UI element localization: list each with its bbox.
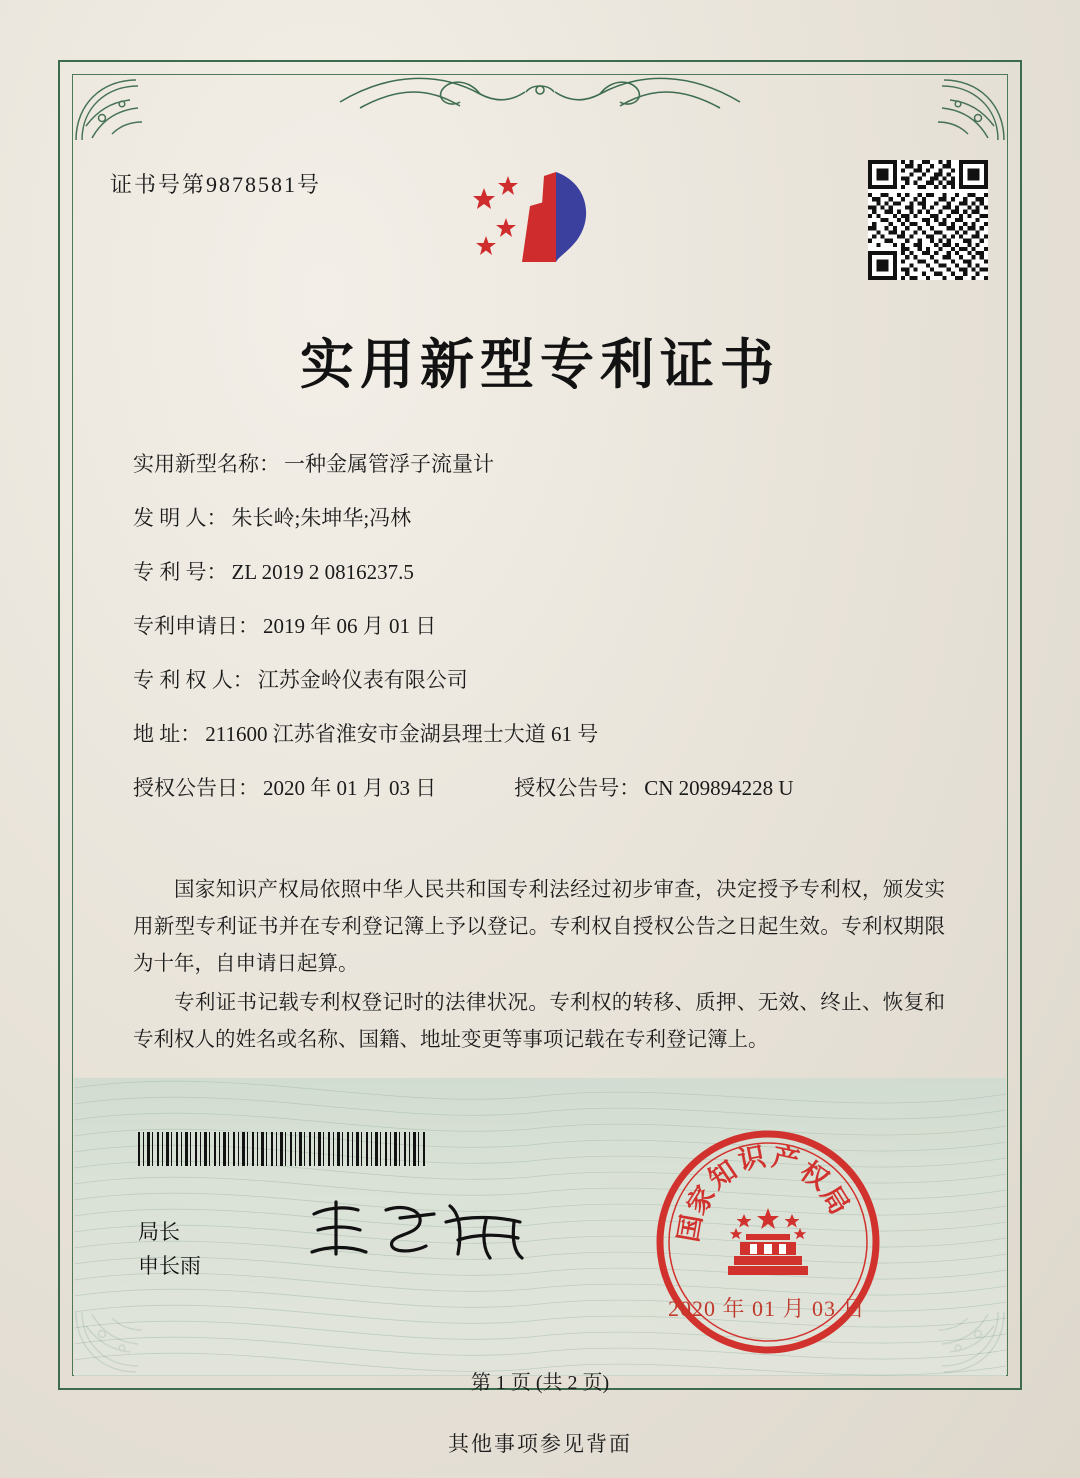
paragraph-2: 专利证书记载专利权登记时的法律状况。专利权的转移、质押、无效、终止、恢复和专利权人的姓名或名称、国籍、地址变更等事项记载在专利登记簿上。	[133, 992, 945, 1051]
svg-text:知: 知	[703, 1154, 743, 1196]
signature-block	[138, 1215, 201, 1283]
svg-text:权: 权	[794, 1155, 835, 1197]
field-label: 实用新型名称：	[133, 452, 280, 476]
field-label: 地 址：	[133, 722, 202, 746]
page-number: 第 1 页 (共 2 页)	[470, 1372, 610, 1394]
paragraph-1: 国家知识产权局依照中华人民共和国专利法经过初步审查，决定授予专利权，颁发实用新型专利证书并在专利登记簿上予以登记。专利权自授权公告之日起生效。专利权期限为十年，自申请日起算。	[133, 879, 945, 975]
footer-note: 其他事项参见背面	[448, 1432, 632, 1456]
svg-text:局: 局	[814, 1180, 855, 1221]
qr-code-icon	[868, 160, 988, 280]
legal-text	[133, 872, 945, 1061]
corner-ornament-icon	[72, 74, 192, 144]
field-row-patentee	[133, 664, 953, 694]
seal-date: 2020 年 01 月 03 日	[668, 1296, 866, 1321]
director-name: 申长雨	[138, 1254, 201, 1278]
handwritten-signature-icon	[300, 1192, 550, 1272]
field-label: 发 明 人：	[133, 506, 228, 530]
field-label: 专 利 权 人：	[133, 668, 254, 692]
field-label: 专 利 号：	[133, 560, 228, 584]
field-value: 一种金属管浮子流量计	[284, 452, 494, 476]
top-flourish-ornament-icon	[330, 62, 750, 122]
field-row-utility-model-name	[133, 448, 953, 478]
field-row-grant-announcement	[133, 772, 953, 802]
certificate-number: 证书号第9878581号	[110, 172, 322, 197]
cnipa-logo-icon	[460, 162, 630, 282]
svg-text:国: 国	[673, 1212, 709, 1245]
field-label: 专利申请日：	[133, 614, 259, 638]
director-title: 局长	[138, 1220, 180, 1244]
field-value: 朱长岭;朱坤华;冯林	[231, 506, 412, 530]
svg-text:识: 识	[735, 1141, 769, 1177]
barcode-icon	[138, 1132, 428, 1166]
field-row-application-date	[133, 610, 953, 640]
field-value: 2019 年 06 月 01 日	[263, 614, 437, 638]
field-value: 江苏金岭仪表有限公司	[257, 668, 468, 692]
page-title: 实用新型专利证书	[300, 332, 780, 396]
grant-number-value: CN 209894228 U	[644, 776, 794, 800]
field-row-patent-number	[133, 556, 953, 586]
field-row-address	[133, 718, 953, 748]
field-list	[133, 448, 953, 826]
svg-text:产: 产	[769, 1141, 802, 1178]
grant-number-label: 授权公告号：	[514, 776, 641, 800]
field-value: 211600 江苏省淮安市金湖县理士大道 61 号	[205, 722, 599, 746]
field-value: ZL 2019 2 0816237.5	[231, 560, 414, 584]
svg-text:家: 家	[681, 1180, 722, 1221]
grant-date-value: 2020 年 01 月 03 日	[263, 776, 437, 800]
official-seal-icon	[648, 1122, 888, 1362]
field-row-inventors	[133, 502, 953, 532]
corner-ornament-icon	[888, 74, 1008, 144]
grant-date-label: 授权公告日：	[133, 776, 259, 800]
